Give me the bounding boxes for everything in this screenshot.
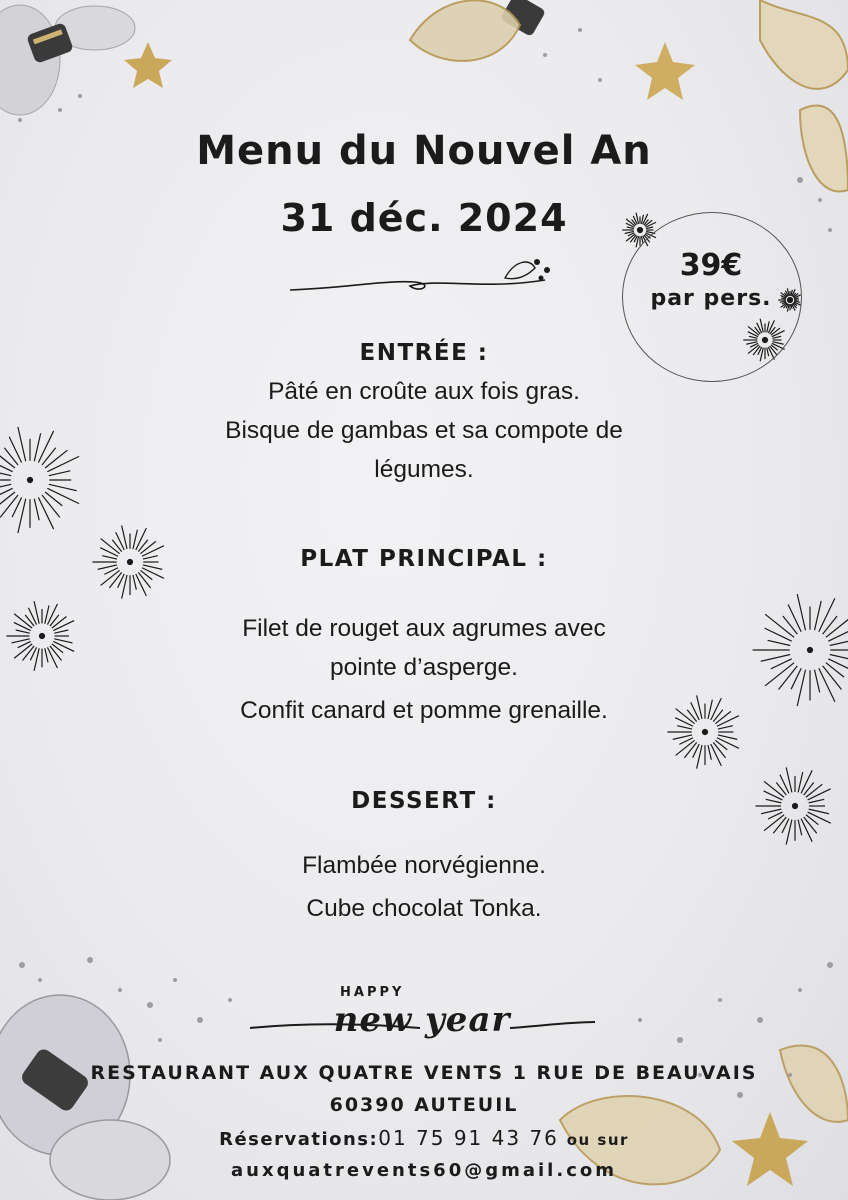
restaurant-address: RESTAURANT AUX QUATRE VENTS 1 RUE DE BEAUVAIS xyxy=(90,1062,758,1084)
reservations-label: Réservations: xyxy=(219,1129,379,1150)
plat-item: pointe d’asperge. xyxy=(330,654,518,681)
dessert-item: Cube chocolat Tonka. xyxy=(306,895,542,922)
plat-heading: PLAT PRINCIPAL : xyxy=(300,546,548,572)
happy-label: HAPPY xyxy=(340,985,405,1000)
dessert-heading: DESSERT : xyxy=(351,788,497,814)
plat-item: Confit canard et pomme grenaille. xyxy=(240,697,608,724)
holly-flourish-icon xyxy=(285,250,565,300)
entree-item: Bisque de gambas et sa compote de xyxy=(225,417,623,444)
or-label: ou sur xyxy=(566,1131,629,1149)
plat-item: Filet de rouget aux agrumes avec xyxy=(242,615,606,642)
restaurant-city: 60390 AUTEUIL xyxy=(329,1094,519,1116)
price-unit: par pers. xyxy=(650,286,772,311)
entree-item: Pâté en croûte aux fois gras. xyxy=(268,378,580,405)
price-amount: 39€ xyxy=(679,248,743,283)
entree-heading: ENTRÉE : xyxy=(359,340,489,366)
email-address[interactable]: auxquatrevents60@gmail.com xyxy=(231,1160,617,1181)
dessert-item: Flambée norvégienne. xyxy=(302,852,546,879)
phone-number[interactable]: 01 75 91 43 76 xyxy=(378,1126,559,1150)
reservations-line xyxy=(0,1126,848,1150)
menu-title: Menu du Nouvel An xyxy=(196,128,652,174)
menu-date: 31 déc. 2024 xyxy=(280,196,568,240)
new-year-script: new year xyxy=(333,1000,511,1040)
entree-item: légumes. xyxy=(374,456,474,483)
